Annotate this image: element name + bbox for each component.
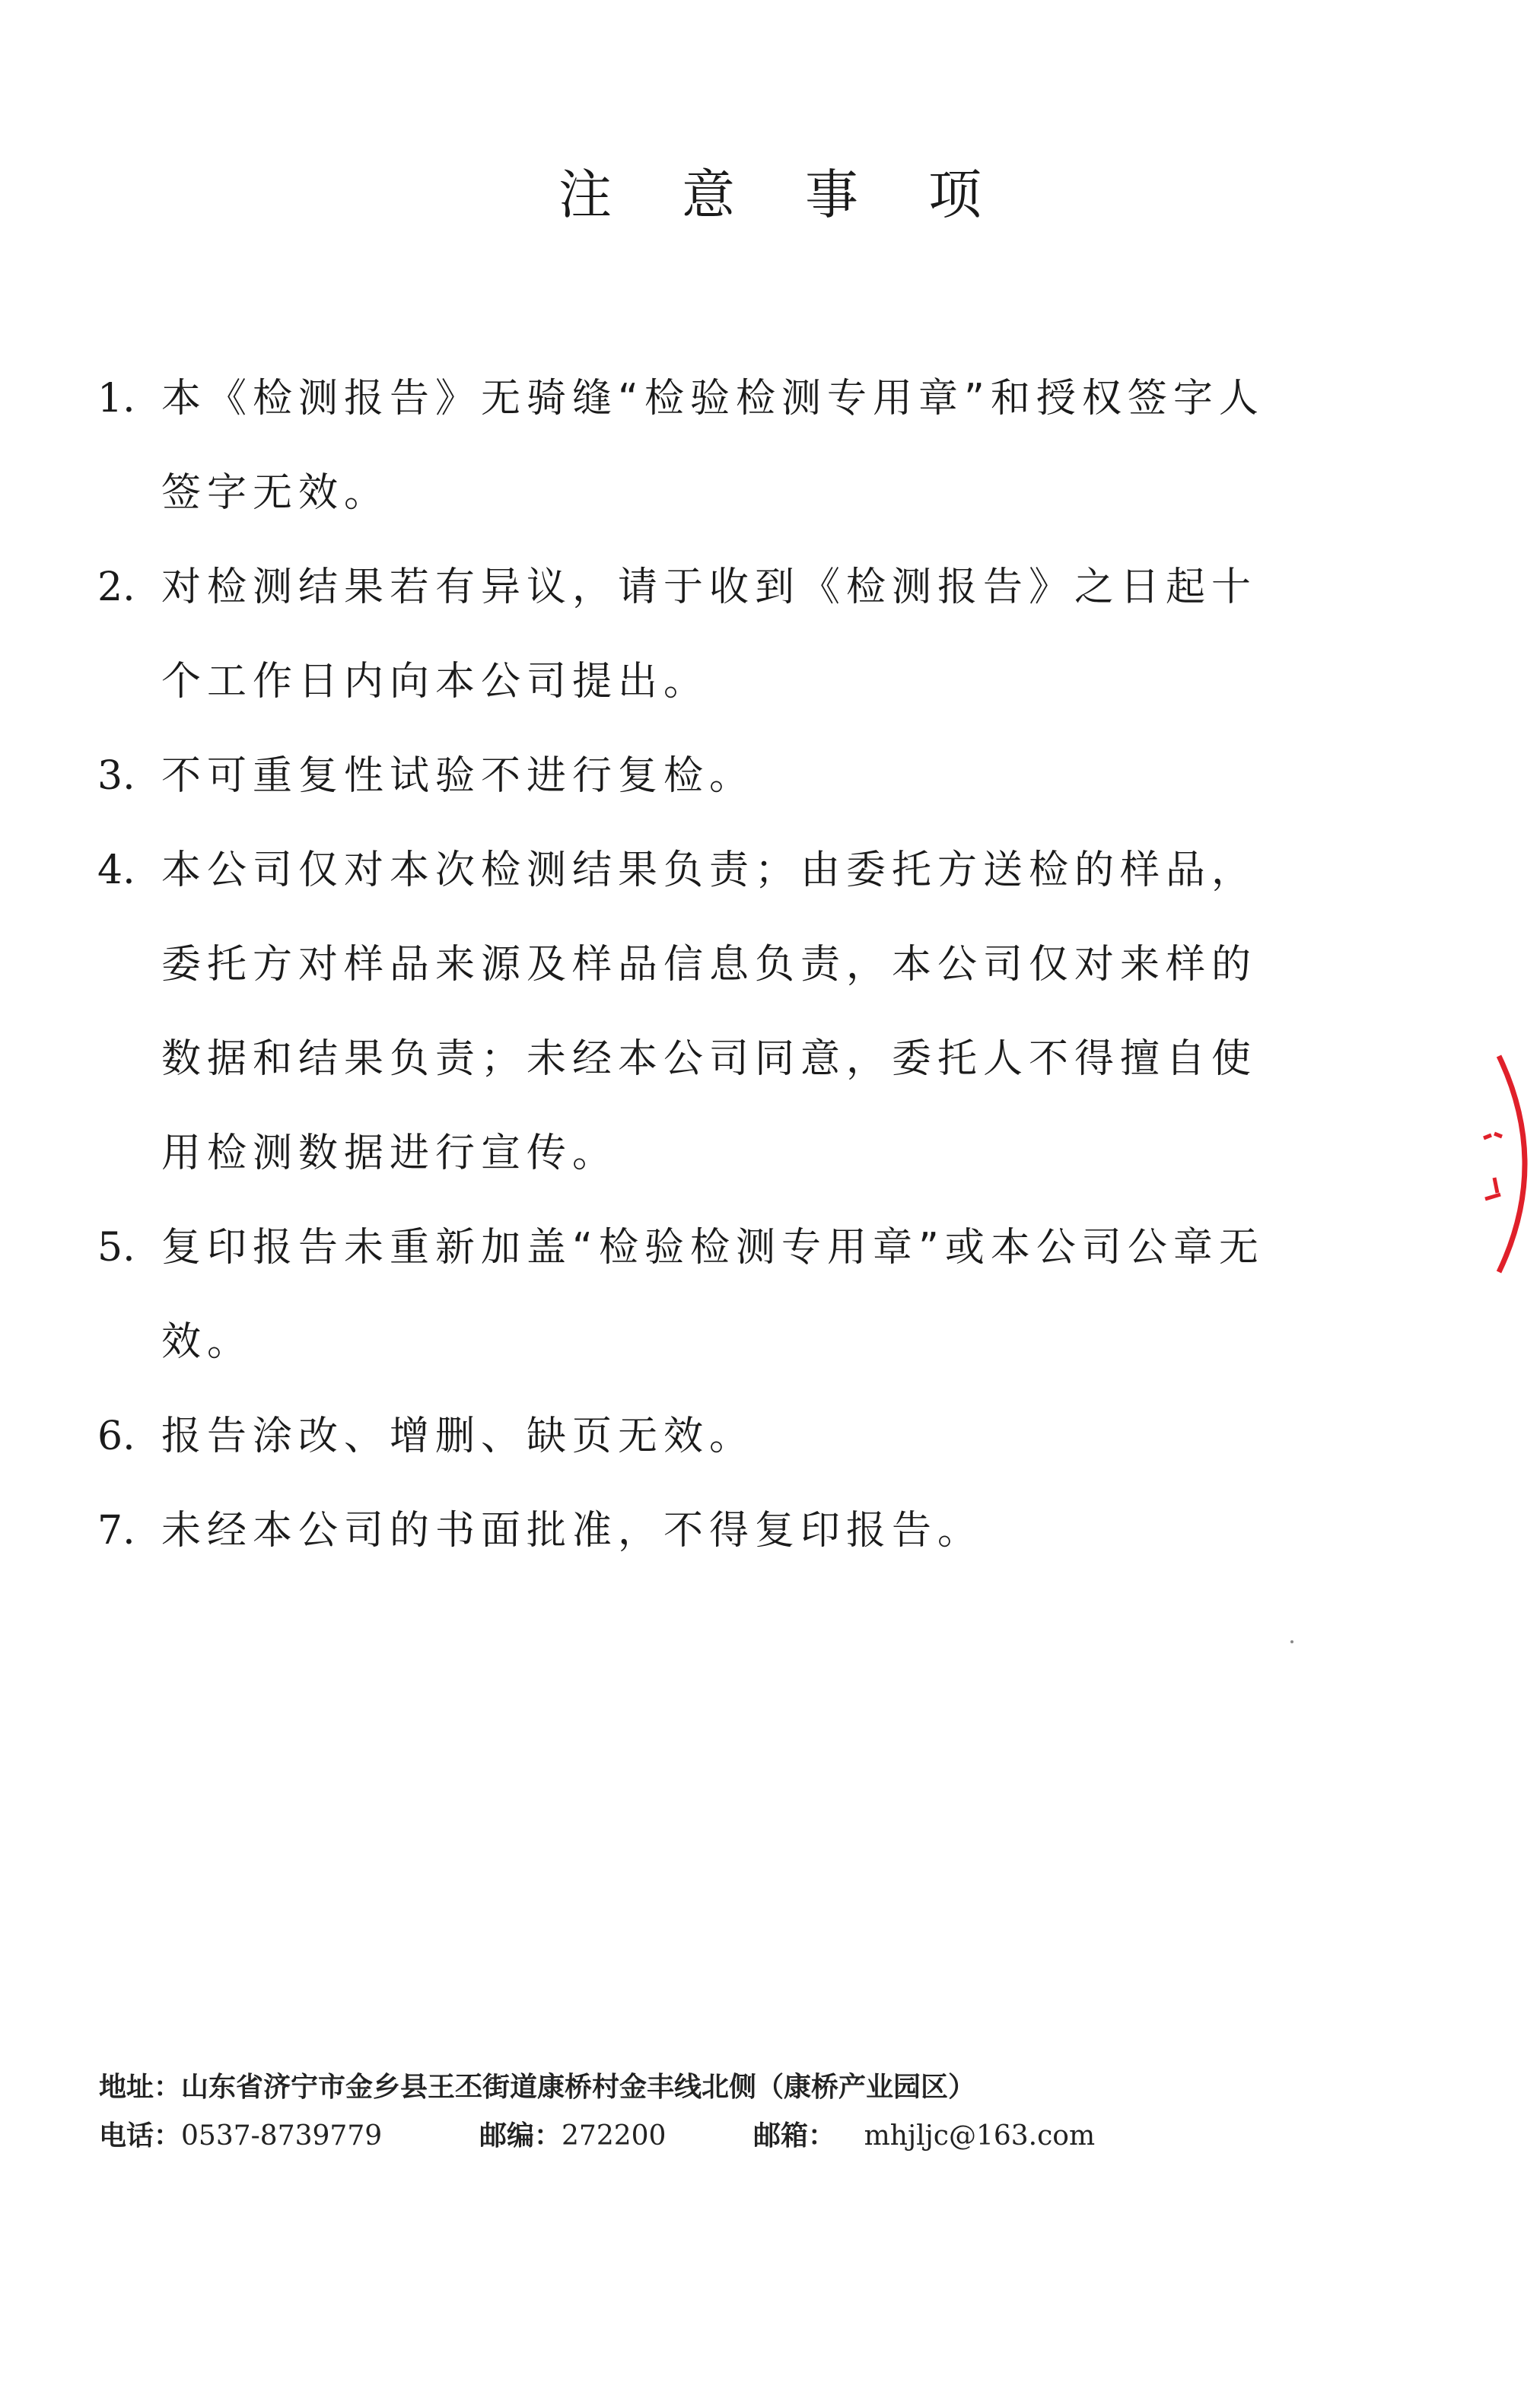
note-item: [97, 540, 1300, 729]
contact-footer: [99, 2063, 1095, 2161]
note-item: [97, 1484, 1300, 1578]
note-item: [97, 729, 1300, 823]
page-title: 注意事项: [558, 164, 1052, 226]
note-item: [97, 351, 1300, 540]
email-label: 邮箱：: [753, 2120, 836, 2152]
contact-row: [99, 2112, 1095, 2161]
note-number: 4.: [97, 848, 135, 893]
phone-label: 电话：: [99, 2120, 182, 2152]
notes-list: [97, 351, 1300, 1578]
note-item: [97, 1201, 1300, 1389]
note-number: 1.: [97, 376, 135, 421]
note-text: 对检测结果若有异议，请于收到《检测报告》之日起十个工作日内向本公司提出。: [161, 565, 1258, 705]
postcode-group: [479, 2112, 753, 2161]
note-number: 7.: [97, 1508, 135, 1554]
note-item: [97, 1389, 1300, 1484]
address-label: 地址：: [99, 2072, 182, 2103]
note-number: 3.: [97, 753, 135, 799]
note-text: 本《检测报告》无骑缝“检验检测专用章”和授权签字人签字无效。: [161, 376, 1265, 516]
note-number: 2.: [97, 565, 135, 610]
scan-speck: [1290, 1640, 1293, 1643]
note-number: 6.: [97, 1414, 135, 1459]
note-text: 本公司仅对本次检测结果负责；由委托方送检的样品，委托方对样品来源及样品信息负责，本公司仅对来样的数据和结果负责；未经本公司同意，委托人不得擅自使用检测数据进行宣传。: [161, 848, 1258, 1176]
note-item: [97, 823, 1300, 1201]
postcode-value: 272200: [562, 2120, 667, 2152]
address-row: [99, 2063, 1095, 2112]
email-group: [753, 2112, 1095, 2161]
postcode-label: 邮编：: [479, 2120, 562, 2152]
phone-group: [99, 2112, 479, 2161]
address-value: 山东省济宁市金乡县王丕街道康桥村金丰线北侧（康桥产业园区）: [181, 2072, 976, 2103]
note-number: 5.: [97, 1225, 135, 1271]
note-text: 复印报告未重新加盖“检验检测专用章”或本公司公章无效。: [161, 1225, 1265, 1365]
seal-stamp-partial: [1472, 1050, 1540, 1278]
note-text: 不可重复性试验不进行复检。: [161, 753, 756, 799]
email-value: mhjljc@163.com: [864, 2120, 1096, 2152]
phone-value: 0537-8739779: [181, 2120, 383, 2152]
note-text: 未经本公司的书面批准，不得复印报告。: [161, 1508, 984, 1554]
note-text: 报告涂改、增删、缺页无效。: [161, 1414, 756, 1459]
